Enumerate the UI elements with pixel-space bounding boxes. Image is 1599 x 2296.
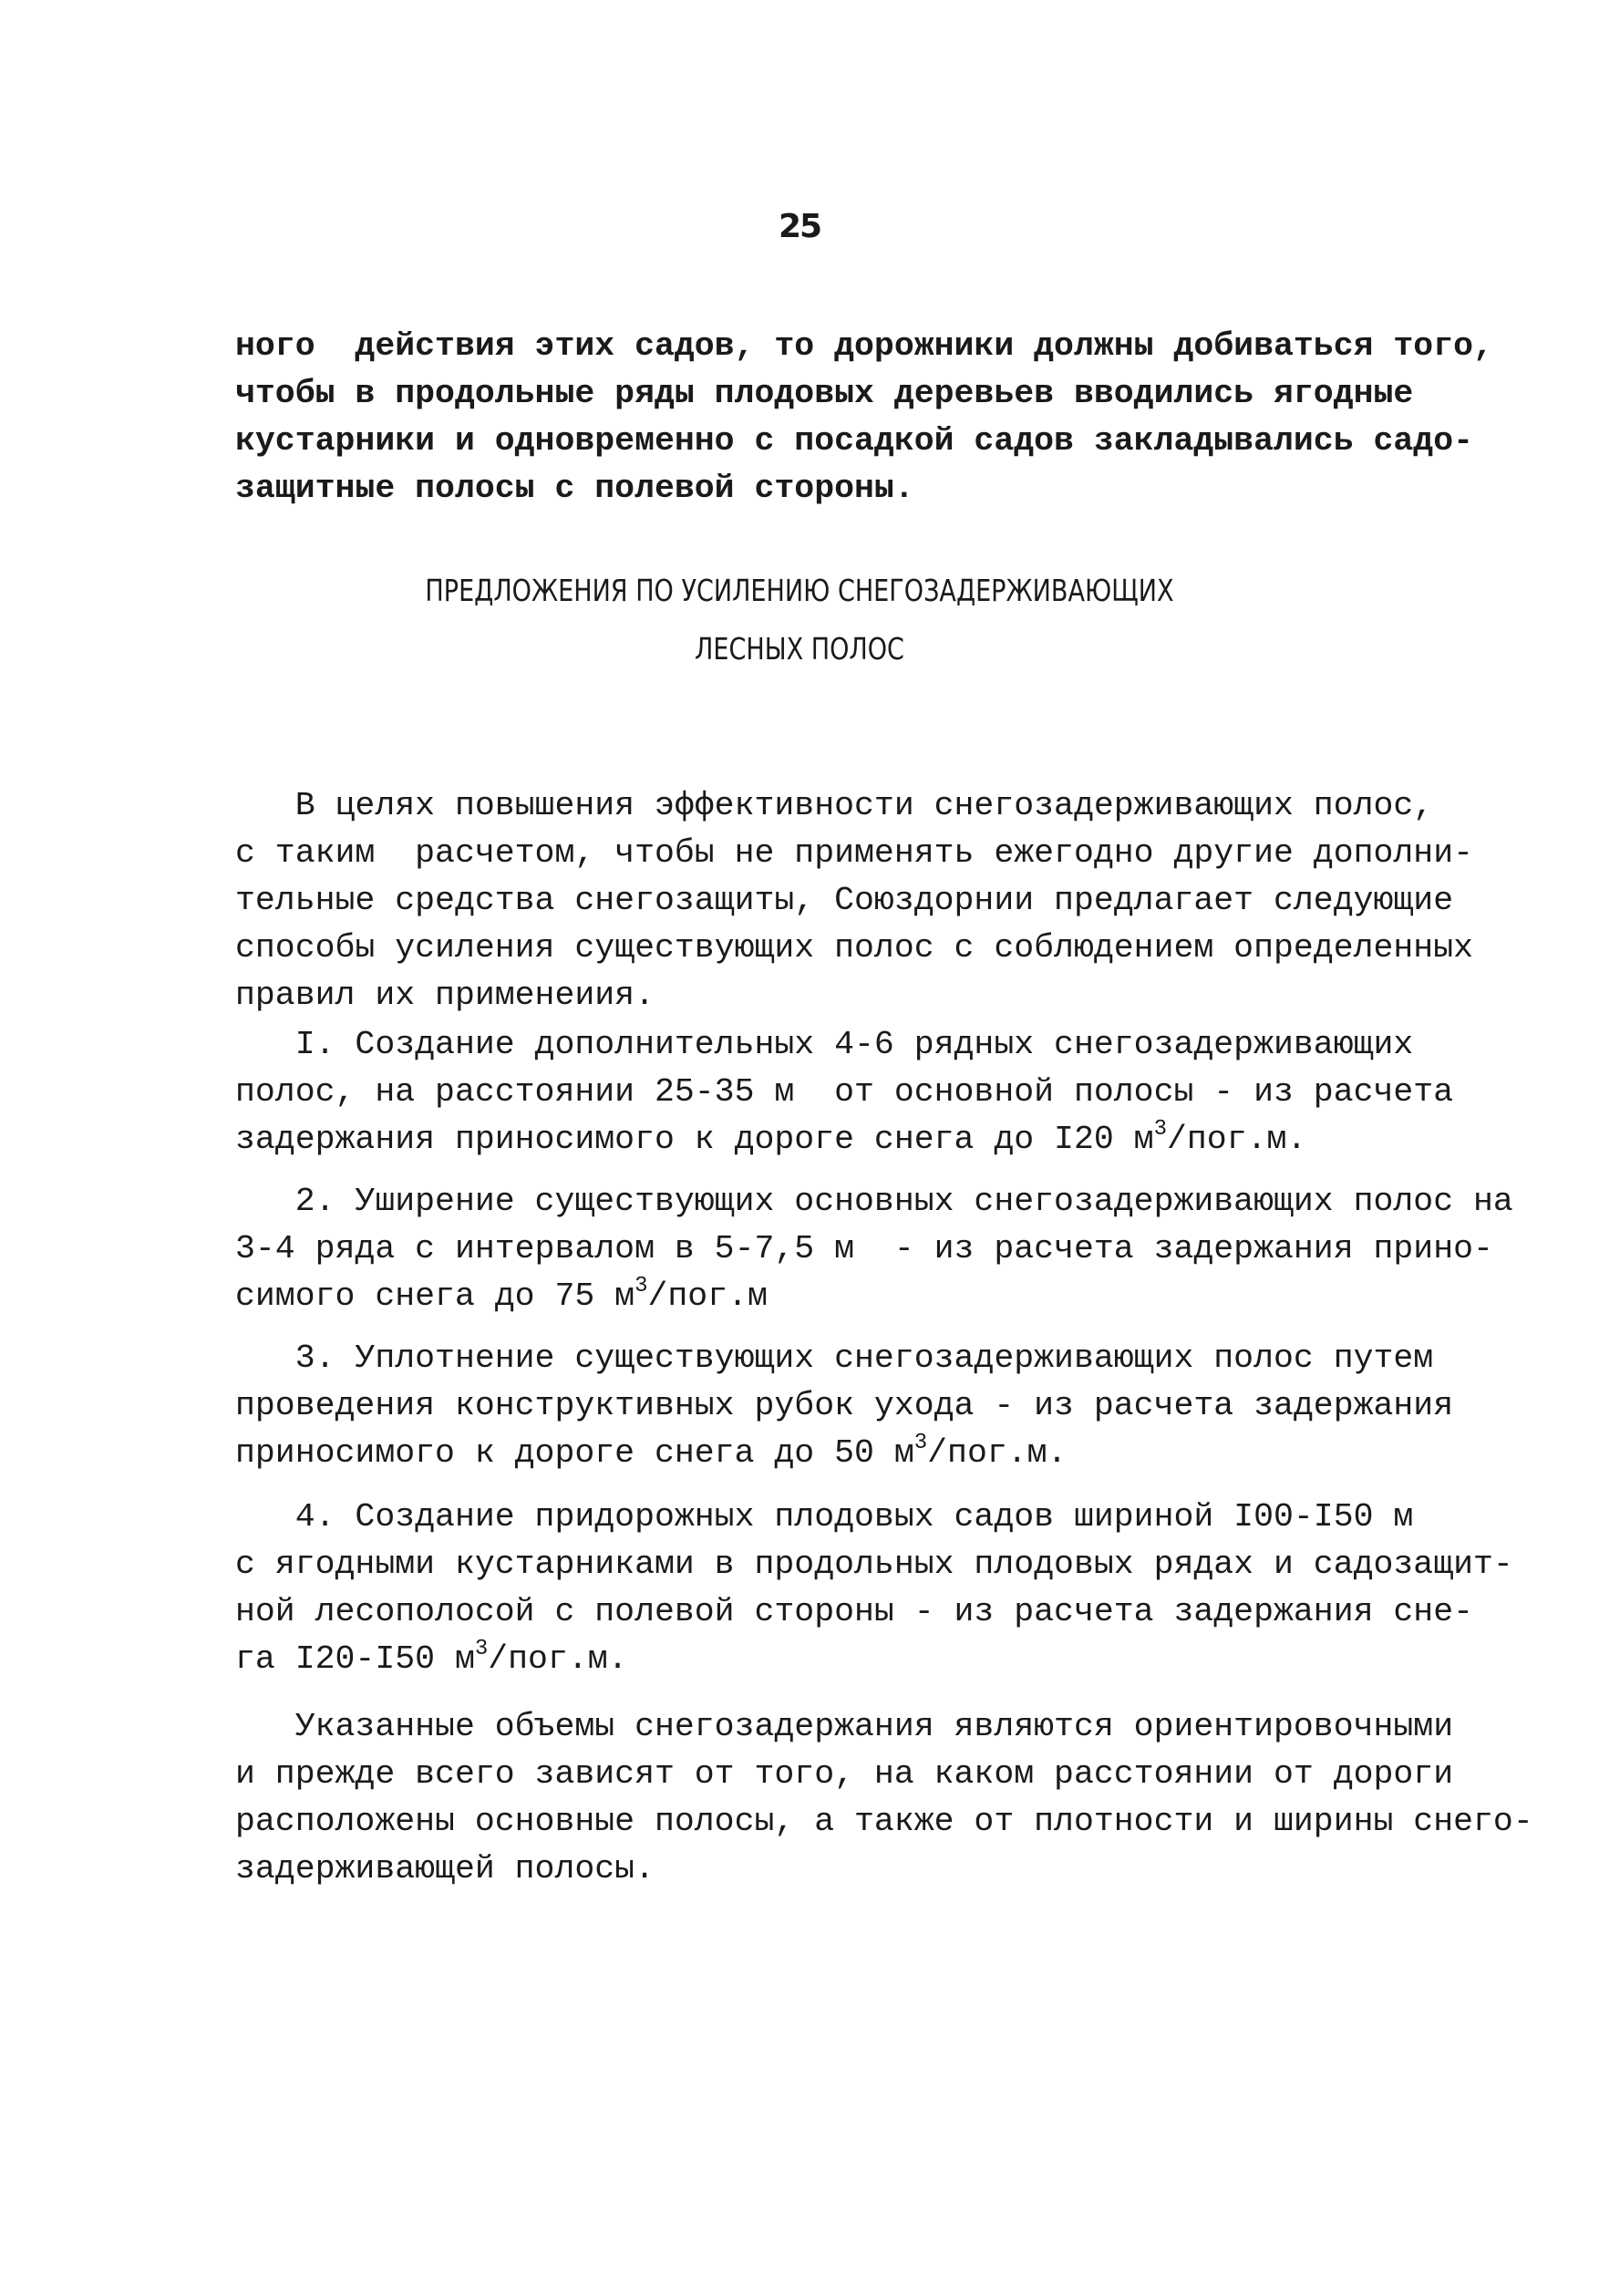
item3-line-2: проведения конструктивных рубок ухода - из расчета задержания xyxy=(235,1387,1454,1424)
closing-line-4: задерживающей полосы. xyxy=(235,1850,655,1887)
item4-line-4: га I20-I50 $м^3/пог.м$. xyxy=(235,1636,628,1678)
main-line-3: тельные средства снегозащиты, Союздорнии предлагает следующие xyxy=(235,882,1454,919)
item4-line-2: с ягодными кустарниками в продольных плодовых рядах и садозащит- xyxy=(235,1546,1513,1583)
item4-line-3: ной лесополосой с полевой стороны - из расчета задержания сне- xyxy=(235,1593,1474,1630)
closing-line-3: расположены основные полосы, а также от плотности и ширины снего- xyxy=(235,1803,1533,1840)
superscript: 3 xyxy=(474,1636,489,1661)
main-line-2: с таким расчетом, чтобы не применять ежегодно другие дополни- xyxy=(235,834,1474,872)
page-number: 25 xyxy=(778,208,821,245)
closing-line-2: и прежде всего зависят от того, на каком расстоянии от дороги xyxy=(235,1755,1454,1793)
superscript: 3 xyxy=(913,1430,928,1455)
intro-line-2: чтобы в продольные ряды плодовых деревьев вводились ягодные xyxy=(235,375,1414,412)
item4-line-1: 4. Создание придорожных плодовых садов шириной I00-I50 м xyxy=(235,1498,1414,1536)
item1-line-2: полос, на расстоянии 25-35 м от основной полосы - из расчета xyxy=(235,1073,1454,1111)
item3-line-3: приносимого к дороге снега до 50 $м^3/пог.м$. xyxy=(235,1430,1068,1472)
superscript: 3 xyxy=(1153,1116,1167,1142)
item2-line-1: 2. Уширение существующих основных снегозадерживающих полос на xyxy=(235,1183,1513,1220)
section-heading-line-1: ПРЕДЛОЖЕНИЯ ПО УСИЛЕНИЮ СНЕГОЗАДЕРЖИВАЮЩИХ xyxy=(425,573,1174,608)
main-line-4: способы усиления существующих полос с соблюдением определенных xyxy=(235,929,1474,967)
item1-line-1: I. Создание дополнительных 4-6 рядных снегозадерживающих xyxy=(235,1026,1414,1063)
item2-line-2: 3-4 ряда с интервалом в 5-7,5 м - из расчета задержания прино- xyxy=(235,1230,1493,1267)
main-line-5: правил их применеиия. xyxy=(235,977,655,1014)
intro-line-1: ного действия этих садов, то дорожники должны добиваться того, xyxy=(235,327,1493,365)
item1-line-3: задержания приносимого к дороге снега до I20 $м^3/пог.м$. xyxy=(235,1116,1307,1158)
superscript: 3 xyxy=(634,1273,648,1298)
item3-line-1: 3. Уплотнение существующих снегозадерживающих полос путем xyxy=(235,1339,1434,1377)
closing-line-1: Указанные объемы снегозадержания являются ориентировочными xyxy=(235,1708,1454,1745)
intro-line-4: защитные полосы с полевой стороны. xyxy=(235,470,914,507)
item2-line-3: симого снега до 75 $м^3/пог.м$ xyxy=(235,1273,768,1315)
section-heading-line-2: ЛЕСНЫХ ПОЛОС xyxy=(695,631,904,667)
main-line-1: В целях повышения эффективности снегозадерживающих полос, xyxy=(235,787,1434,824)
intro-line-3: кустарники и одновременно с посадкой садов закладывались садо- xyxy=(235,422,1474,460)
